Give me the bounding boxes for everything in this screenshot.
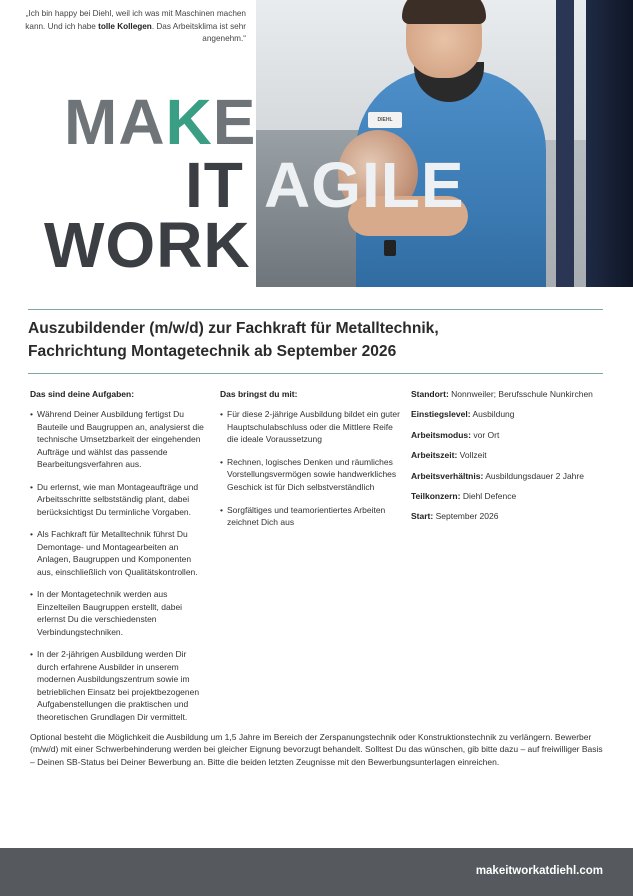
job-title <box>28 317 603 363</box>
apprentice-photo <box>256 0 633 287</box>
detail-einstiegslevel: Einstiegslevel: Ausbildung <box>411 409 515 420</box>
detail-start: Start: September 2026 <box>411 511 499 522</box>
slogan-it: IT <box>185 149 244 221</box>
list-item: • Während Deiner Ausbildung fertigst Du Bauteile und Baugruppen an, analysierst die technische Umsetzbarkeit der eingehenden Aufträge und wählst das passende Bearbeitungsverfahren aus. <box>30 408 208 470</box>
website-link[interactable]: makeitworkatdiehl.com <box>475 865 603 877</box>
tasks-column <box>30 388 208 733</box>
title-divider-top <box>28 309 603 310</box>
requirements-list <box>220 408 402 528</box>
detail-standort: Standort: Nonnweiler; Berufsschule Nunkirchen <box>411 389 593 399</box>
tasks-heading: Das sind deine Aufgaben: <box>30 389 135 399</box>
quote-text-bold: tolle Kollegen <box>98 21 152 31</box>
name-badge-text: DIEHL <box>377 117 393 123</box>
job-title-line2: Fachrichtung Montagetechnik ab September 2026 <box>28 343 397 360</box>
slogan-work: WORK <box>44 209 251 281</box>
footer-bar <box>0 848 633 896</box>
list-item: • Rechnen, logisches Denken und räumliches Vorstellungsvermögen sowie handwerkliches Geschick ist für Dich selbstverständlich <box>220 456 402 493</box>
job-title-line1: Auszubildender (m/w/d) zur Fachkraft für Metalltechnik, <box>28 320 439 337</box>
watch-icon <box>384 240 396 256</box>
detail-arbeitsverhaeltnis: Arbeitsverhältnis: Ausbildungsdauer 2 Jahre <box>411 470 584 481</box>
detail-arbeitsmodus: Arbeitsmodus: vor Ort <box>411 429 500 440</box>
requirements-column <box>220 388 402 539</box>
slogan-make: MAKE <box>64 86 257 158</box>
quote-text-end: . Das Arbeitsklima ist sehr angenehm.“ <box>151 21 246 44</box>
quote-text-start: „Ich bin happy bei Diehl, weil ich was mit Maschinen machen kann. Und ich habe <box>25 9 246 31</box>
list-item: • In der Montagetechnik werden aus Einzelteilen Baugruppen erstellt, dabei erlernst Du die verschiedensten Verbindungstechniken. <box>30 588 208 638</box>
list-item: • Sorgfältiges und teamorientiertes Arbeiten zeichnet Dich aus <box>220 504 402 529</box>
requirements-heading: Das bringst du mit: <box>220 389 298 399</box>
detail-arbeitszeit: Arbeitszeit: Vollzeit <box>411 450 487 461</box>
title-divider-bottom <box>28 373 603 374</box>
job-details-column <box>411 388 607 531</box>
hero-section <box>0 0 633 287</box>
list-item: • Du erlernst, wie man Montageaufträge und Arbeitsschritte selbstständig plant, dabei berücksichtigst Du terminliche Vorgaben. <box>30 481 208 518</box>
optional-info-text: Optional besteht die Möglichkeit die Ausbildung um 1,5 Jahre im Bereich der Zerspanungstechnik oder Konstruktionstechnik zu verlängern. Bewerber (m/w/d) mit einer Schwerbehinderung werden bei gleicher Eignung bevorzugt behandelt. Solltest Du das wünschen, gib bitte dazu – auf freiwilliger Basis – Deinen SB-Status bei Deiner Bewerbung an. Bitte die beiden letzten Zeugnisse mit den Bewerbungsunterlagen einreichen. <box>30 732 603 767</box>
list-item: • Für diese 2-jährige Ausbildung bildet ein guter Hauptschulabschluss oder die Mittlere Reife die ideale Voraussetzung <box>220 408 402 445</box>
employee-quote <box>20 8 246 46</box>
list-item: • Als Fachkraft für Metalltechnik führst Du Demontage- und Montagearbeiten an Anlagen, Baugruppen und Komponenten aus, einschließlich von Qualitätskontrollen. <box>30 528 208 578</box>
detail-teilkonzern: Teilkonzern: Diehl Defence <box>411 491 517 502</box>
slogan-agile: AGILE <box>264 149 465 221</box>
name-badge <box>368 112 402 128</box>
tasks-list <box>30 408 208 723</box>
list-item: • In der 2-jährigen Ausbildung werden Dir durch erfahrene Ausbilder in unserem modernen Ausbildungszentrum sowie im betrieblichen Einsatz bei projektbezogenen Aufgabenstellungen die praktischen und theoretischen Grundlagen Dir vermittelt. <box>30 648 208 722</box>
